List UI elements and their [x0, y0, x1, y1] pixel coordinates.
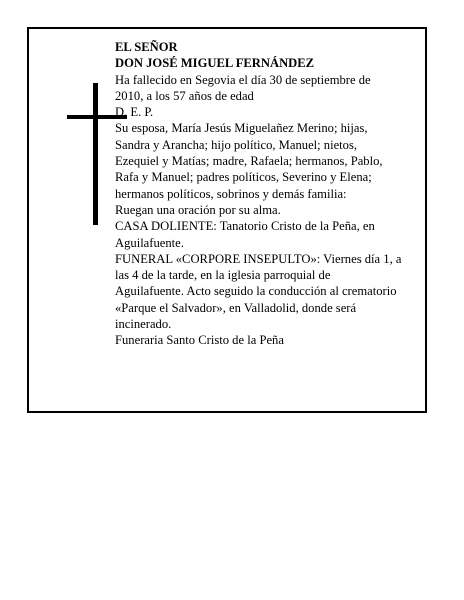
mourning-house-line-1: CASA DOLIENTE: Tanatorio Cristo de la Peña, en	[115, 219, 375, 234]
death-announcement-cont: 2010, a los 57 años de edad	[115, 88, 254, 103]
funeral-line-3: Aguilafuente. Acto seguido la conducción al crematorio	[115, 284, 397, 299]
notice-title: EL SEÑOR	[115, 40, 178, 54]
family-line-3: Ezequiel y Matías; madre, Rafaela; hermanos, Pablo,	[115, 154, 383, 169]
funeral-line-1: FUNERAL «CORPORE INSEPULTO»: Viernes día 1, a	[115, 251, 402, 266]
deceased-name: DON JOSÉ MIGUEL FERNÁNDEZ	[115, 56, 315, 71]
funeral-line-4: «Parque el Salvador», en Valladolid, donde será	[115, 300, 357, 315]
family-line-1: Su esposa, María Jesús Miguelañez Merino; hijas,	[115, 121, 368, 136]
cross-vertical-bar	[93, 83, 98, 225]
mourning-house-line-2: Aguilafuente.	[115, 235, 184, 250]
prayer-request: Ruegan una oración por su alma.	[115, 202, 281, 217]
funeral-home: Funeraria Santo Cristo de la Peña	[115, 333, 284, 348]
family-line-5: hermanos políticos, sobrinos y demás familia:	[115, 186, 347, 201]
family-line-2: Sandra y Arancha; hijo político, Manuel; nietos,	[115, 137, 358, 152]
obituary-text	[115, 39, 433, 349]
funeral-line-2: las 4 de la tarde, en la iglesia parroquial de	[115, 268, 331, 283]
rip-line: D. E. P.	[115, 105, 154, 120]
death-announcement: Ha fallecido en Segovia el día 30 de septiembre de	[115, 72, 371, 87]
funeral-line-5: incinerado.	[115, 317, 172, 332]
family-line-4: Rafa y Manuel; padres políticos, Severino y Elena;	[115, 170, 372, 185]
